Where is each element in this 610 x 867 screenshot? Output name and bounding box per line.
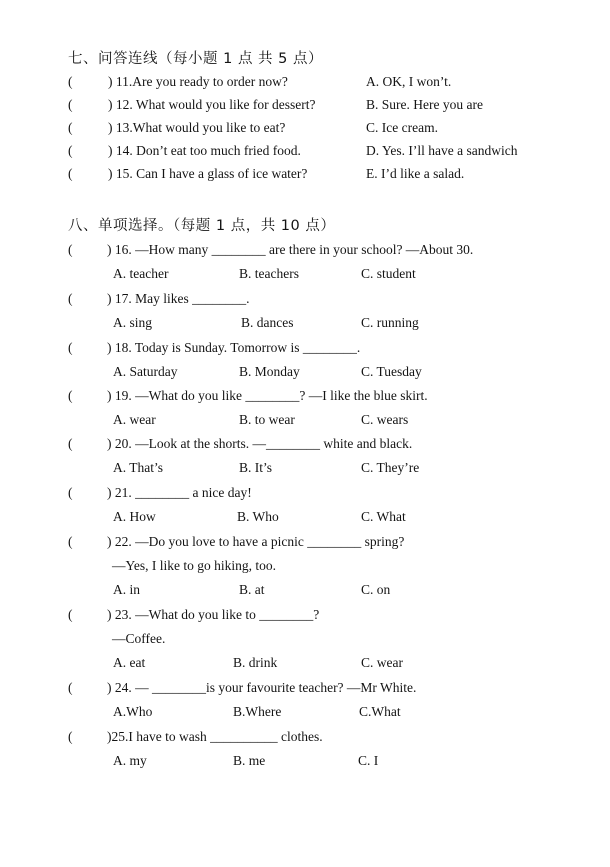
- option-b: B. at: [239, 582, 265, 597]
- option-a: A. teacher: [113, 266, 169, 281]
- answer-bracket[interactable]: (: [68, 74, 73, 89]
- question-stem: ) 24. — ________is your favourite teacher? —Mr White.: [107, 680, 417, 695]
- answer-bracket[interactable]: (: [68, 143, 73, 158]
- answer-bracket[interactable]: (: [68, 120, 73, 135]
- answer-option: D. Yes. I’ll have a sandwich: [366, 143, 518, 158]
- question-stem: ) 20. —Look at the shorts. —________ white and black.: [107, 436, 413, 451]
- option-a: A. That’s: [113, 460, 163, 475]
- question-stem: ) 21. ________ a nice day!: [107, 485, 252, 500]
- option-b: B. drink: [233, 655, 278, 670]
- question-stem: ) 18. Today is Sunday. Tomorrow is ________.: [107, 340, 361, 355]
- question-stem: ) 23. —What do you like to ________?: [107, 607, 320, 622]
- option-c: C. wear: [361, 655, 403, 670]
- option-b: B. Monday: [239, 364, 300, 379]
- option-a: A. sing: [113, 315, 153, 330]
- answer-bracket[interactable]: (: [68, 291, 73, 306]
- option-b: B. Who: [237, 509, 279, 524]
- option-c: C. student: [361, 266, 416, 281]
- answer-option: C. Ice cream.: [366, 120, 438, 135]
- answer-bracket[interactable]: (: [68, 166, 73, 181]
- option-a: A. eat: [113, 655, 146, 670]
- answer-bracket[interactable]: (: [68, 607, 73, 622]
- question-text: ) 13.What would you like to eat?: [108, 120, 286, 135]
- option-c: C. wears: [361, 412, 409, 427]
- answer-bracket[interactable]: (: [68, 680, 73, 695]
- question-stem: ) 19. —What do you like ________? —I like the blue skirt.: [107, 388, 428, 403]
- answer-bracket[interactable]: (: [68, 436, 73, 451]
- question-stem: ) 16. —How many ________ are there in your school? —About 30.: [107, 242, 474, 257]
- option-c: C. running: [361, 315, 419, 330]
- option-a: A. in: [113, 582, 140, 597]
- answer-option: B. Sure. Here you are: [366, 97, 483, 112]
- section-7-heading: 七、问答连线（每小题 1 点 共 5 点）: [68, 51, 323, 67]
- option-a: A. How: [113, 509, 156, 524]
- answer-bracket[interactable]: (: [68, 388, 73, 403]
- option-b: B.Where: [233, 704, 282, 719]
- question-stem: ) 22. —Do you love to have a picnic ________ spring?: [107, 534, 405, 549]
- option-c: C. They’re: [361, 460, 420, 475]
- option-c: C.What: [359, 704, 401, 719]
- question-stem: ) 17. May likes ________.: [107, 291, 250, 306]
- answer-bracket[interactable]: (: [68, 729, 73, 744]
- answer-bracket[interactable]: (: [68, 340, 73, 355]
- answer-bracket[interactable]: (: [68, 485, 73, 500]
- option-c: C. What: [361, 509, 406, 524]
- reply-text: —Yes, I like to go hiking, too.: [112, 558, 277, 573]
- option-b: B. teachers: [239, 266, 299, 281]
- question-stem: )25.I have to wash __________ clothes.: [107, 729, 323, 744]
- option-a: A. Saturday: [113, 364, 178, 379]
- question-text: ) 11.Are you ready to order now?: [108, 74, 288, 89]
- option-a: A. my: [113, 753, 147, 768]
- question-text: ) 15. Can I have a glass of ice water?: [108, 166, 308, 181]
- question-text: ) 14. Don’t eat too much fried food.: [108, 143, 301, 158]
- option-c: C. I: [358, 753, 379, 768]
- option-c: C. on: [361, 582, 391, 597]
- option-a: A. wear: [113, 412, 156, 427]
- reply-text: —Coffee.: [112, 631, 166, 646]
- answer-bracket[interactable]: (: [68, 534, 73, 549]
- answer-option: A. OK, I won’t.: [366, 74, 452, 89]
- answer-bracket[interactable]: (: [68, 97, 73, 112]
- option-b: B. me: [233, 753, 266, 768]
- option-b: B. to wear: [239, 412, 295, 427]
- question-text: ) 12. What would you like for dessert?: [108, 97, 316, 112]
- option-a: A.Who: [113, 704, 153, 719]
- section-8-heading: 八、单项选择。（每题 1 点，共 10 点）: [68, 218, 336, 234]
- option-b: B. It’s: [239, 460, 273, 475]
- option-c: C. Tuesday: [361, 364, 422, 379]
- answer-bracket[interactable]: (: [68, 242, 73, 257]
- option-b: B. dances: [241, 315, 294, 330]
- answer-option: E. I’d like a salad.: [366, 166, 465, 181]
